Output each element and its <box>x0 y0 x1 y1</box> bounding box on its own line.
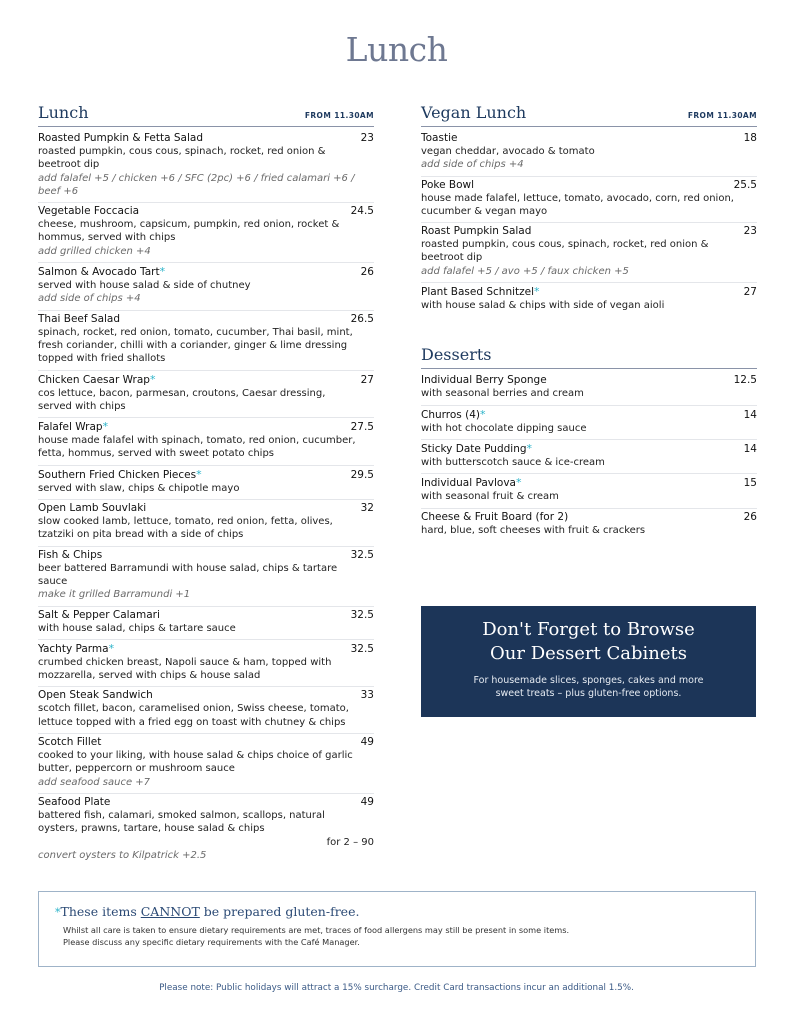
menu-item <box>421 177 757 224</box>
menu-item-addon: add side of chips +4 <box>421 159 524 171</box>
menu-item-title <box>38 132 203 145</box>
menu-item-title <box>38 796 110 809</box>
notice-title-pre: These items <box>60 904 141 919</box>
menu-item-name: Roasted Pumpkin & Fetta Salad <box>38 132 203 144</box>
menu-item-row <box>38 373 374 387</box>
menu-item-name: Chicken Caesar Wrap <box>38 373 150 386</box>
menu-item-name: Salt & Pepper Calamari <box>38 608 160 621</box>
menu-item-price: 49 <box>360 795 374 808</box>
lunch-title: Lunch <box>38 103 89 122</box>
desserts-list <box>421 372 757 540</box>
menu-item-title <box>38 502 146 515</box>
menu-item-title <box>38 205 139 218</box>
menu-item-price: 26.5 <box>350 312 374 325</box>
menu-item-name: Salmon & Avocado Tart <box>38 266 160 279</box>
menu-item <box>421 406 757 440</box>
promo-text-line2: sweet treats – plus gluten-free options. <box>495 688 682 699</box>
menu-item-title <box>38 265 165 279</box>
vegan-header <box>421 104 757 127</box>
menu-item-name: Plant Based Schnitzel <box>421 286 535 299</box>
desserts-section <box>421 346 757 540</box>
menu-item-row <box>38 205 374 218</box>
menu-item-price: 23 <box>360 132 374 144</box>
menu-item <box>38 466 374 500</box>
menu-item-row <box>38 736 374 749</box>
menu-item <box>421 509 757 541</box>
menu-item <box>38 130 374 203</box>
menu-item-title <box>38 373 155 387</box>
menu-item-price: 33 <box>360 689 374 702</box>
menu-item-title <box>421 374 547 387</box>
menu-item-row <box>421 374 757 387</box>
menu-item-name: Individual Pavlova <box>421 477 516 490</box>
menu-item-description: with seasonal berries and cream <box>421 388 584 400</box>
menu-item-price: 24.5 <box>350 205 374 218</box>
menu-item-row <box>38 132 374 145</box>
menu-item-description: roasted pumpkin, cous cous, spinach, rocket, red onion & beetroot dip <box>38 146 326 171</box>
menu-item-description: house made falafel with spinach, tomato, red onion, cucumber, fetta, hommus, served with sweet potato chips <box>38 435 356 460</box>
menu-item-price: 27 <box>360 373 374 386</box>
menu-item <box>38 607 374 640</box>
menu-item-name: Yachty Parma <box>38 642 109 655</box>
menu-item-row <box>38 468 374 482</box>
menu-item-row <box>38 549 374 562</box>
menu-item-price: 32.5 <box>350 548 374 561</box>
menu-item-description: cos lettuce, bacon, parmesan, croutons, Caesar dressing, served with chips <box>38 387 326 412</box>
menu-item <box>421 372 757 405</box>
menu-item-addon: add falafel +5 / chicken +6 / SFC (2pc) +6 / fried calamari +6 / beef +6 <box>38 172 355 197</box>
menu-item-row <box>38 265 374 279</box>
menu-item-price: 32 <box>360 502 374 515</box>
not-gluten-free-star-icon: * <box>526 441 533 455</box>
promo-text-line1: For housemade slices, sponges, cakes and more <box>473 675 704 686</box>
vegan-list <box>421 130 757 316</box>
menu-item-name: Thai Beef Salad <box>38 312 121 325</box>
menu-item-title <box>421 225 531 238</box>
promo-title-line1: Don't Forget to Browse <box>482 619 695 640</box>
not-gluten-free-star-icon: * <box>534 285 540 299</box>
menu-item-name: Sticky Date Pudding <box>421 442 527 455</box>
menu-item-description: served with house salad & side of chutney <box>38 280 251 292</box>
menu-item-addon: make it grilled Barramundi +1 <box>38 589 191 601</box>
menu-item-description: beer battered Barramundi with house salad, chips & tartare sauce <box>38 562 338 587</box>
menu-item-title <box>38 609 160 622</box>
menu-item <box>38 311 374 371</box>
menu-item-row <box>421 476 757 490</box>
menu-item <box>421 283 757 316</box>
menu-item-price: 18 <box>743 132 757 144</box>
menu-item-description: house made falafel, lettuce, tomato, avocado, corn, red onion, cucumber & vegan mayo <box>421 192 734 217</box>
menu-item-price: 14 <box>743 408 757 421</box>
menu-item-row <box>38 502 374 515</box>
menu-item-title <box>38 689 153 702</box>
gluten-notice <box>38 891 756 967</box>
menu-item-addon: add seafood sauce +7 <box>38 776 151 788</box>
menu-item-description: scotch fillet, bacon, caramelised onion, Swiss cheese, tomato, lettuce topped with a fried egg on toast with chutney & chips <box>38 703 349 728</box>
menu-item-row <box>38 796 374 809</box>
menu-item-name: Poke Bowl <box>421 178 475 191</box>
menu-item <box>38 500 374 547</box>
menu-item-price: 32.5 <box>350 642 374 655</box>
menu-item-title <box>421 511 568 524</box>
menu-item-row <box>421 285 757 299</box>
menu-item-title <box>421 132 457 145</box>
menu-item <box>38 418 374 466</box>
menu-item-description: with seasonal fruit & cream <box>421 491 559 503</box>
menu-item-name: Open Steak Sandwich <box>38 689 153 702</box>
menu-item <box>38 734 374 794</box>
lunch-time: FROM 11.30AM <box>304 111 374 120</box>
menu-item <box>421 474 757 508</box>
menu-item <box>38 371 374 419</box>
menu-item-price: 25.5 <box>733 178 757 191</box>
notice-title-post: be prepared gluten-free. <box>199 904 360 919</box>
menu-item-addon: add side of chips +4 <box>38 293 141 305</box>
menu-item-row <box>38 313 374 326</box>
menu-item-price: 14 <box>743 442 757 455</box>
menu-item-description: spinach, rocket, red onion, tomato, cucumber, Thai basil, mint, fresh coriander, chilli with a coriander, ginger & lime dressing topped with fried shallots <box>38 326 353 365</box>
menu-item-addon: add falafel +5 / avo +5 / faux chicken +5 <box>421 265 629 277</box>
menu-item-price: 12.5 <box>733 374 757 387</box>
menu-item-description: hard, blue, soft cheeses with fruit & crackers <box>421 524 646 536</box>
menu-item-row <box>421 132 757 145</box>
menu-item-row <box>38 420 374 434</box>
not-gluten-free-star-icon: * <box>159 265 166 279</box>
right-column <box>421 104 757 541</box>
menu-item-row <box>421 442 757 456</box>
menu-item-price: 27.5 <box>350 421 374 434</box>
menu-item-title <box>38 313 120 326</box>
menu-item-price: 26 <box>743 510 757 523</box>
menu-item-row <box>421 408 757 422</box>
menu-item-description: with house salad & chips with side of vegan aioli <box>421 300 665 312</box>
notice-title <box>55 904 755 919</box>
notice-title-em: CANNOT <box>140 904 200 919</box>
menu-item-addon: add grilled chicken +4 <box>38 245 151 257</box>
menu-item-name: Toastie <box>421 132 458 144</box>
dessert-cabinet-promo <box>421 606 756 717</box>
menu-item <box>38 547 374 607</box>
menu-item-name: Open Lamb Souvlaki <box>38 502 147 515</box>
menu-item-row <box>421 511 757 524</box>
menu-item-description: served with slaw, chips & chipotle mayo <box>38 482 240 494</box>
menu-item-price: 26 <box>360 266 374 279</box>
not-gluten-free-star-icon: * <box>515 476 522 490</box>
lunch-section <box>38 104 374 866</box>
menu-item-name: Southern Fried Chicken Pieces <box>38 468 197 481</box>
menu-item-title <box>421 442 532 456</box>
desserts-title: Desserts <box>421 345 492 365</box>
menu-item <box>38 687 374 734</box>
menu-item-name: Falafel Wrap <box>38 421 103 434</box>
desserts-header <box>421 346 757 369</box>
not-gluten-free-star-icon: * <box>102 420 109 434</box>
menu-item-description: with butterscotch sauce & ice-cream <box>421 456 605 468</box>
menu-item-price: 29.5 <box>350 468 374 481</box>
menu-item-description: roasted pumpkin, cous cous, spinach, rocket, red onion & beetroot dip <box>421 239 709 264</box>
menu-item-row <box>38 609 374 622</box>
not-gluten-free-star-icon: * <box>196 467 202 481</box>
vegan-section <box>421 104 757 316</box>
menu-item-name: Individual Berry Sponge <box>421 374 547 387</box>
menu-item-title <box>38 468 202 482</box>
menu-item-row <box>421 179 757 192</box>
menu-item-sub-price: for 2 – 90 <box>326 836 374 848</box>
not-gluten-free-star-icon: * <box>479 407 486 421</box>
menu-item-description: with house salad, chips & tartare sauce <box>38 622 236 634</box>
menu-item-name: Scotch Fillet <box>38 736 102 749</box>
menu-item-price: 32.5 <box>350 608 374 621</box>
menu-item-name: Fish & Chips <box>38 548 103 561</box>
menu-item-title <box>38 549 102 562</box>
menu-item-description: vegan cheddar, avocado & tomato <box>421 146 595 157</box>
menu-item-description: battered fish, calamari, smoked salmon, scallops, natural oysters, prawns, tartare, house salad & chips <box>38 809 325 835</box>
menu-item-title <box>38 736 101 749</box>
menu-item-name: Vegetable Foccacia <box>38 205 140 218</box>
menu-item-price: 27 <box>743 286 757 299</box>
menu-item-name: Churros (4) <box>421 408 480 421</box>
menu-item-price: 23 <box>743 225 757 238</box>
menu-item-description: with hot chocolate dipping sauce <box>421 422 587 434</box>
menu-item <box>38 640 374 688</box>
page-title: Lunch <box>345 30 448 69</box>
menu-item-name: Seafood Plate <box>38 795 111 808</box>
vegan-title: Vegan Lunch <box>421 103 527 122</box>
menu-item <box>38 794 374 866</box>
menu-item-row <box>38 642 374 656</box>
menu-item <box>421 223 757 283</box>
menu-item-description: crumbed chicken breast, Napoli sauce & ham, topped with mozzarella, served with chips & house salad <box>38 656 332 682</box>
notice-line1: Whilst all care is taken to ensure dietary requirements are met, traces of food allergens may still be present in some items. <box>63 925 570 935</box>
menu-item-row <box>38 689 374 702</box>
menu-item-row <box>421 225 757 238</box>
menu-item-name: Roast Pumpkin Salad <box>421 225 532 238</box>
menu-item-title <box>421 408 485 422</box>
lunch-list <box>38 130 374 866</box>
menu-item <box>421 440 757 474</box>
vegan-time: FROM 11.30AM <box>687 111 757 120</box>
not-gluten-free-star-icon: * <box>108 641 115 655</box>
menu-item-description: cooked to your liking, with house salad & chips choice of garlic butter, peppercorn or mushroom sauce <box>38 750 353 775</box>
promo-title-line2: Our Dessert Cabinets <box>490 643 687 664</box>
menu-item-price: 15 <box>743 477 757 490</box>
menu-item <box>38 203 374 263</box>
footer-note: Please note: Public holidays will attract a 15% surcharge. Credit Card transactions incur an additional 1.5%. <box>159 983 634 993</box>
menu-item-description: slow cooked lamb, lettuce, tomato, red onion, fetta, olives, tzatziki on pita bread with a side of chips <box>38 516 333 541</box>
menu-item <box>421 130 757 177</box>
menu-item-title <box>421 476 521 490</box>
menu-item-title <box>421 285 540 299</box>
menu-item-title <box>421 179 474 192</box>
menu-item-title <box>38 642 114 656</box>
menu-item-description: cheese, mushroom, capsicum, pumpkin, red onion, rocket & hommus, served with chips <box>38 219 340 244</box>
not-gluten-free-star-icon: * <box>149 372 156 386</box>
lunch-header <box>38 104 374 127</box>
menu-item <box>38 263 374 311</box>
menu-item-title <box>38 420 108 434</box>
notice-line2: Please discuss any specific dietary requirements with the Café Manager. <box>63 937 360 947</box>
notice-star: * <box>55 906 61 919</box>
menu-item-addon: convert oysters to Kilpatrick +2.5 <box>38 849 207 861</box>
menu-item-name: Cheese & Fruit Board (for 2) <box>421 510 569 523</box>
menu-item-price: 49 <box>360 736 374 749</box>
